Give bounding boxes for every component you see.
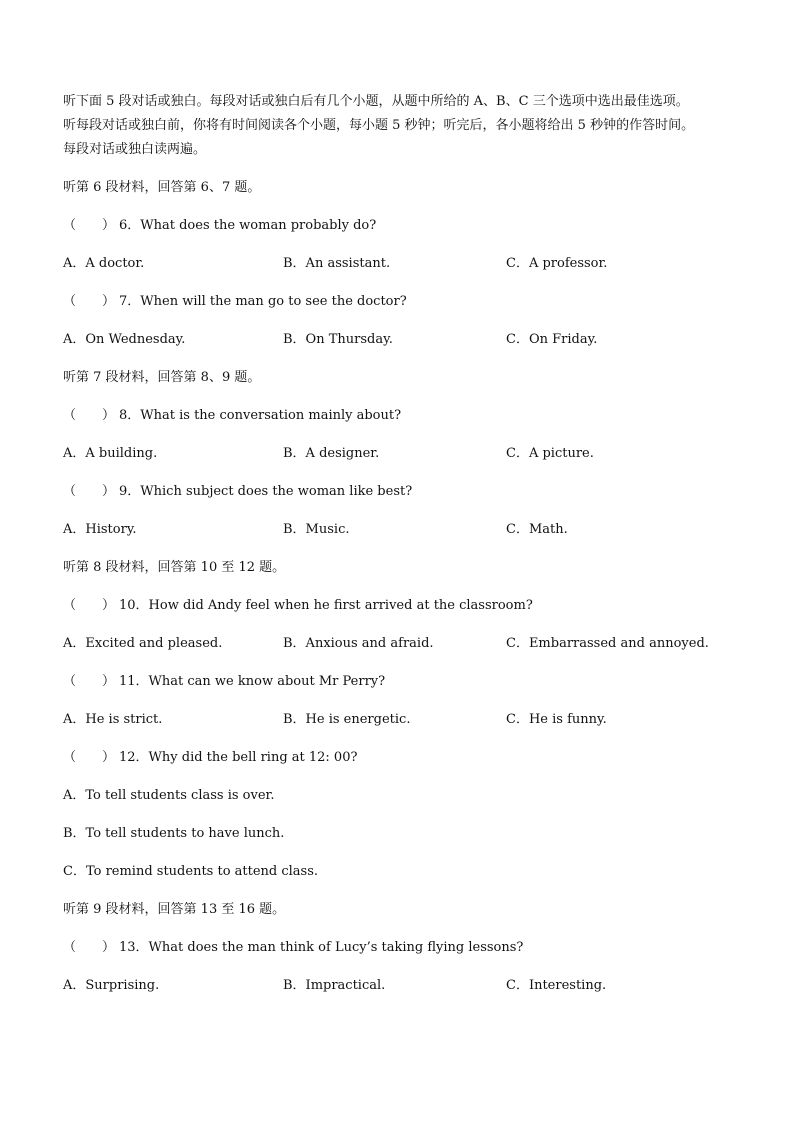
option-row	[63, 974, 743, 998]
option-c: C．Math.	[506, 522, 568, 537]
option-row	[63, 252, 743, 276]
question-stem	[63, 936, 743, 960]
option-b: B．Anxious and afraid.	[283, 636, 434, 651]
answer-blank[interactable]: （ ）	[63, 484, 116, 499]
instruction-line: 听下面 5 段对话或独白。每段对话或独白后有几个小题，从题中所给的 A、B、C 三个选项中选出最佳选项。	[63, 94, 689, 109]
question-stem	[63, 214, 743, 238]
answer-blank[interactable]: （ ）	[63, 750, 116, 765]
option-a: A．Excited and pleased.	[63, 636, 223, 651]
answer-blank[interactable]: （ ）	[63, 674, 116, 689]
option-a: A．To tell students class is over.	[63, 788, 275, 803]
option-c: C．Embarrassed and annoyed.	[506, 636, 709, 651]
answer-blank[interactable]: （ ）	[63, 940, 116, 955]
option-row	[63, 442, 743, 466]
question-text: 8．What is the conversation mainly about?	[119, 408, 402, 423]
option-a: A．He is strict.	[63, 712, 163, 727]
option-c: C．A professor.	[506, 256, 608, 271]
option-c: C．He is funny.	[506, 712, 607, 727]
instructions	[63, 90, 743, 162]
option-b: B．An assistant.	[283, 256, 391, 271]
option-c: C．Interesting.	[506, 978, 607, 993]
option-a: A．Surprising.	[63, 978, 160, 993]
option-row	[63, 518, 743, 542]
option-row	[63, 632, 743, 656]
question-text: 9．Which subject does the woman like best?	[119, 484, 413, 499]
answer-blank[interactable]: （ ）	[63, 408, 116, 423]
question-stem	[63, 404, 743, 428]
instruction-line: 听每段对话或独白前，你将有时间阅读各个小题，每小题 5 秒钟；听完后，各小题将给出 5 秒钟的作答时间。	[63, 118, 695, 133]
question-text: 10．How did Andy feel when he first arrived at the classroom?	[119, 598, 533, 613]
document-page	[63, 90, 743, 998]
option-b: B．A designer.	[283, 446, 380, 461]
option-c: C．A picture.	[506, 446, 594, 461]
question-text: 13．What does the man think of Lucy’s taking flying lessons?	[119, 940, 524, 955]
option-row	[63, 708, 743, 732]
option-c: C．To remind students to attend class.	[63, 864, 319, 879]
section-heading: 听第 6 段材料，回答第 6、7 题。	[63, 180, 261, 195]
question-text: 12．Why did the bell ring at 12: 00?	[119, 750, 358, 765]
answer-blank[interactable]: （ ）	[63, 598, 116, 613]
section-heading: 听第 8 段材料，回答第 10 至 12 题。	[63, 560, 286, 575]
section-heading: 听第 9 段材料，回答第 13 至 16 题。	[63, 902, 286, 917]
section-heading: 听第 7 段材料，回答第 8、9 题。	[63, 370, 261, 385]
answer-blank[interactable]: （ ）	[63, 294, 116, 309]
option-row	[63, 328, 743, 352]
option-b: B．He is energetic.	[283, 712, 411, 727]
question-stem	[63, 746, 743, 770]
question-stem	[63, 594, 743, 618]
question-text: 7．When will the man go to see the doctor?	[119, 294, 407, 309]
question-text: 6．What does the woman probably do?	[119, 218, 377, 233]
option-a: A．A doctor.	[63, 256, 145, 271]
question-text: 11．What can we know about Mr Perry?	[119, 674, 386, 689]
question-stem	[63, 290, 743, 314]
option-c: C．On Friday.	[506, 332, 598, 347]
option-a: A．On Wednesday.	[63, 332, 186, 347]
option-a: A．History.	[63, 522, 137, 537]
option-a: A．A building.	[63, 446, 158, 461]
question-stem	[63, 480, 743, 504]
option-b: B．To tell students to have lunch.	[63, 826, 285, 841]
option-b: B．Impractical.	[283, 978, 386, 993]
option-b: B．On Thursday.	[283, 332, 393, 347]
question-stem	[63, 670, 743, 694]
instruction-line: 每段对话或独白读两遍。	[63, 142, 207, 157]
option-b: B．Music.	[283, 522, 350, 537]
answer-blank[interactable]: （ ）	[63, 218, 116, 233]
